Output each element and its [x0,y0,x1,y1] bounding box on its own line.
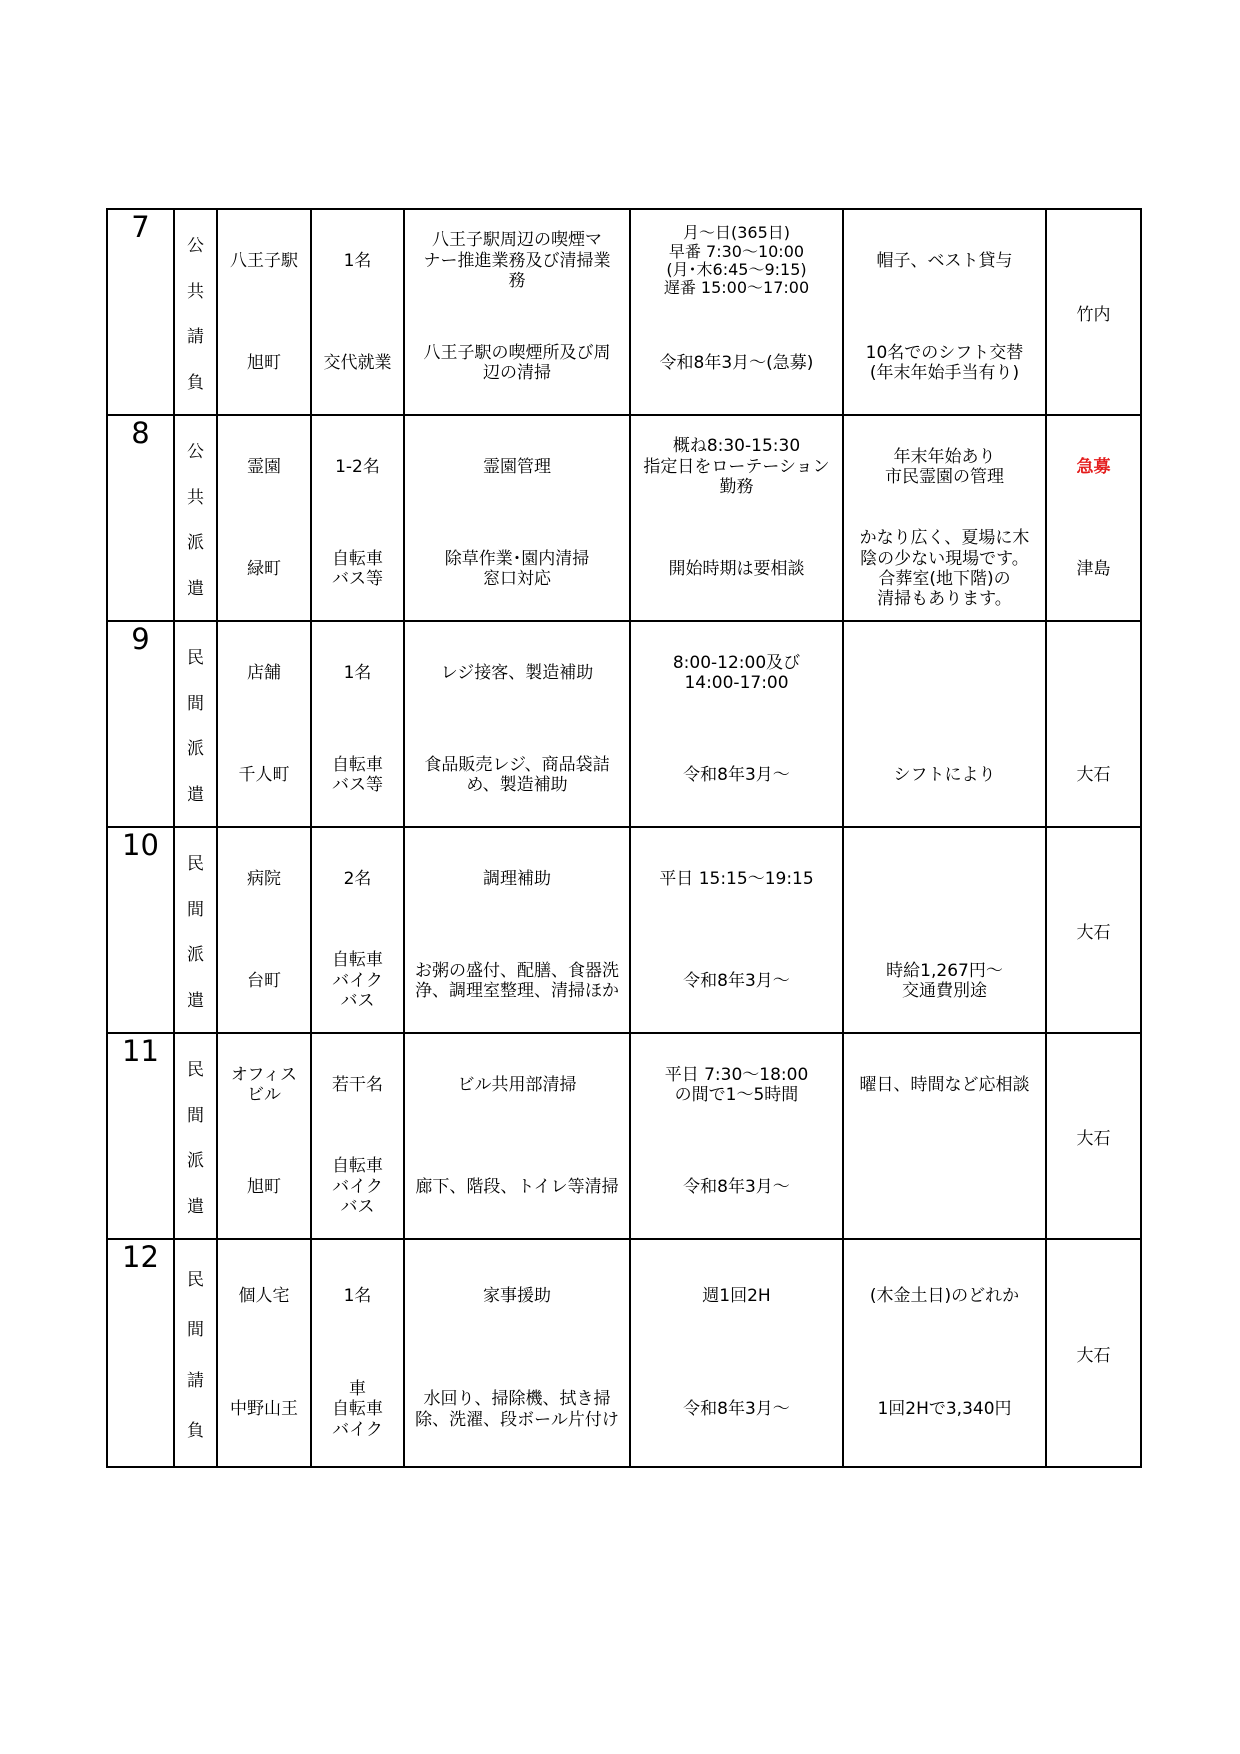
row-number: 7 [107,209,174,415]
notes-cell: 時給1,267円～ 交通費別途 [843,827,1046,1033]
employment-type: 民 間 派 遣 [174,827,217,1033]
work-content-cell: 家事援助 水回り、掃除機、拭き掃 除、洗濯、段ボール片付け [404,1239,630,1467]
contact-person-cell: 急募 津島 [1046,415,1141,621]
people-cell: 1名 車 自転車 バイク [311,1239,404,1467]
people-cell: 1-2名 自転車 バス等 [311,415,404,621]
people-cell: 1名 自転車 バス等 [311,621,404,827]
row-number: 8 [107,415,174,621]
work-content-cell: 調理補助 お粥の盛付、配膳、食器洗 浄、調理室整理、清掃ほか [404,827,630,1033]
workplace-cell: 八王子駅 旭町 [217,209,311,415]
notes-cell: 曜日、時間など応相談 [843,1033,1046,1239]
contact-person-cell: 大石 [1046,1239,1141,1467]
table-row [107,209,1141,415]
table-row [107,1239,1141,1467]
work-hours-cell: 週1回2H 令和8年3月～ [630,1239,843,1467]
contact-person-cell: 大石 [1046,827,1141,1033]
work-hours-cell: 月～日(365日) 早番 7:30～10:00 (月･木6:45～9:15) 遅番 15:00～17:00 令和8年3月～(急募) [630,209,843,415]
notes-cell: シフトにより [843,621,1046,827]
people-cell: 若干名 自転車 バイク バス [311,1033,404,1239]
employment-type: 公 共 派 遣 [174,415,217,621]
table-row [107,1033,1141,1239]
workplace-cell: 個人宅 中野山王 [217,1239,311,1467]
work-content-cell: 八王子駅周辺の喫煙マ ナー推進業務及び清掃業 務 八王子駅の喫煙所及び周 辺の清掃 [404,209,630,415]
workplace-cell: 霊園 緑町 [217,415,311,621]
work-content-cell: レジ接客、製造補助 食品販売レジ、商品袋詰 め、製造補助 [404,621,630,827]
table-row [107,827,1141,1033]
employment-type: 公 共 請 負 [174,209,217,415]
row-number: 11 [107,1033,174,1239]
work-content-cell: ビル共用部清掃 廊下、階段、トイレ等清掃 [404,1033,630,1239]
people-cell: 2名 自転車 バイク バス [311,827,404,1033]
row-number: 10 [107,827,174,1033]
work-hours-cell: 概ね8:30-15:30 指定日をローテーション 勤務 開始時期は要相談 [630,415,843,621]
employment-type: 民 間 請 負 [174,1239,217,1467]
job-listing-table [106,208,1142,1468]
workplace-cell: 病院 台町 [217,827,311,1033]
employment-type: 民 間 派 遣 [174,621,217,827]
work-hours-cell: 平日 7:30～18:00 の間で1～5時間 令和8年3月～ [630,1033,843,1239]
work-hours-cell: 平日 15:15～19:15 令和8年3月～ [630,827,843,1033]
workplace-cell: オフィス ビル 旭町 [217,1033,311,1239]
workplace-cell: 店舗 千人町 [217,621,311,827]
row-number: 12 [107,1239,174,1467]
work-hours-cell: 8:00-12:00及び 14:00-17:00 令和8年3月～ [630,621,843,827]
notes-cell: (木金土日)のどれか 1回2Hで3,340円 [843,1239,1046,1467]
employment-type: 民 間 派 遣 [174,1033,217,1239]
row-number: 9 [107,621,174,827]
contact-person-cell: 大石 [1046,621,1141,827]
contact-person-cell: 大石 [1046,1033,1141,1239]
notes-cell: 帽子、ベスト貸与 10名でのシフト交替 (年末年始手当有り) [843,209,1046,415]
people-cell: 1名 交代就業 [311,209,404,415]
work-content-cell: 霊園管理 除草作業･園内清掃 窓口対応 [404,415,630,621]
table-row [107,621,1141,827]
contact-person-cell: 竹内 [1046,209,1141,415]
urgent-badge: 急募 [1076,456,1111,477]
table-row [107,415,1141,621]
notes-cell: 年末年始あり 市民霊園の管理 かなり広く、夏場に木 陰の少ない現場です。 合葬室(地下階)の 清掃もあります。 [843,415,1046,621]
